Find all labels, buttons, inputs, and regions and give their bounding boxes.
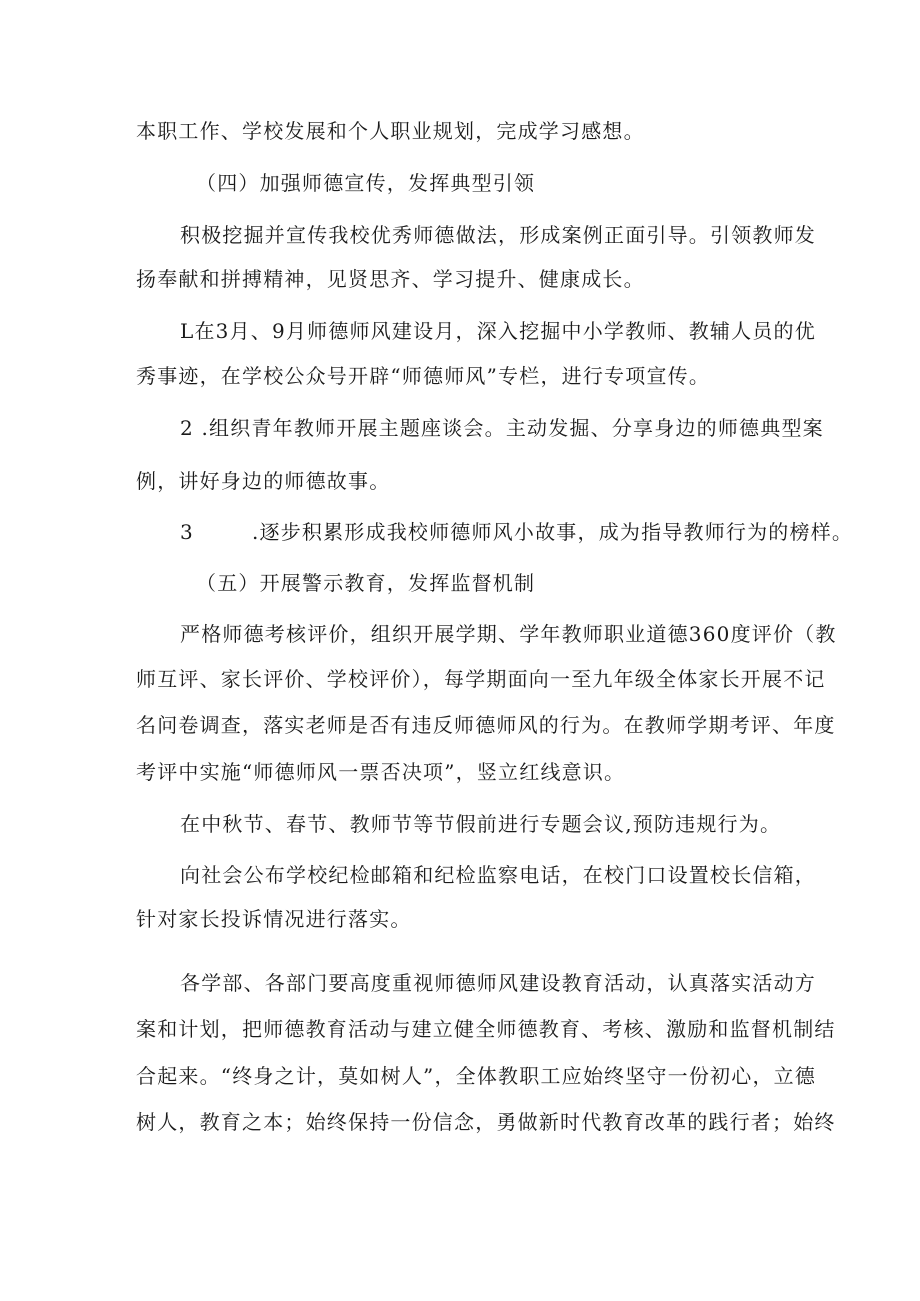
paragraph-line: 本职工作、学校发展和个人职业规划，完成学习感想。 — [136, 119, 645, 143]
list-item-text: .逐步积累形成我校师德师风小故事，成为指导教师行为的榜样。 — [251, 520, 854, 544]
paragraph-line: 在中秋节、春节、教师节等节假前进行专题会议,预防违规行为。 — [180, 812, 782, 836]
list-item-line: L在3月、9月师德师风建设月，深入挖掘中小学教师、教辅人员的优 — [180, 319, 816, 343]
paragraph-line: 向社会公布学校纪检邮箱和纪检监察电话，在校门口设置校长信箱， — [180, 863, 816, 887]
paragraph-line: 考评中实施“师德师风一票否决项”，竖立红线意识。 — [136, 760, 626, 784]
section-heading: （四）加强师德宣传，发挥典型引领 — [196, 171, 536, 195]
list-item-line: 2 .组织青年教师开展主题座谈会。主动发掘、分享身边的师德典型案 — [180, 416, 824, 440]
list-item-line — [0, 518, 920, 546]
paragraph-line: 树人，教育之本；始终保持一份信念，勇做新时代教育改革的践行者；始终 — [136, 1110, 836, 1134]
paragraph-line: 积极挖掘并宣传我校优秀师德做法，形成案例正面引导。引领教师发 — [180, 223, 816, 247]
paragraph-line: 案和计划，把师德教育活动与建立健全师德教育、考核、激励和监督机制结 — [136, 1017, 836, 1041]
list-number: 3 — [180, 520, 194, 544]
paragraph-line: 名问卷调查，落实老师是否有违反师德师风的行为。在教师学期考评、年度 — [136, 713, 836, 737]
paragraph-line: 例，讲好身边的师德故事。 — [136, 469, 391, 493]
section-heading: （五）开展警示教育，发挥监督机制 — [196, 571, 536, 595]
paragraph-line: 合起来。“终身之计，莫如树人”，全体教职工应始终坚守一份初心，立德 — [136, 1064, 817, 1088]
paragraph-line: 严格师德考核评价，组织开展学期、学年教师职业道德360度评价（教 — [180, 622, 837, 646]
paragraph-line: 扬奉献和拼搏精神，见贤思齐、学习提升、健康成长。 — [136, 267, 645, 291]
paragraph-line: 各学部、各部门要高度重视师德师风建设教育活动，认真落实活动方 — [180, 971, 816, 995]
paragraph-line: 师互评、家长评价、学校评价），每学期面向一至九年级全体家长开展不记 — [136, 667, 826, 691]
paragraph-line: 秀事迹，在学校公众号开辟“师德师风”专栏，进行专项宣传。 — [136, 364, 711, 388]
paragraph-line: 针对家长投诉情况进行落实。 — [136, 907, 412, 931]
